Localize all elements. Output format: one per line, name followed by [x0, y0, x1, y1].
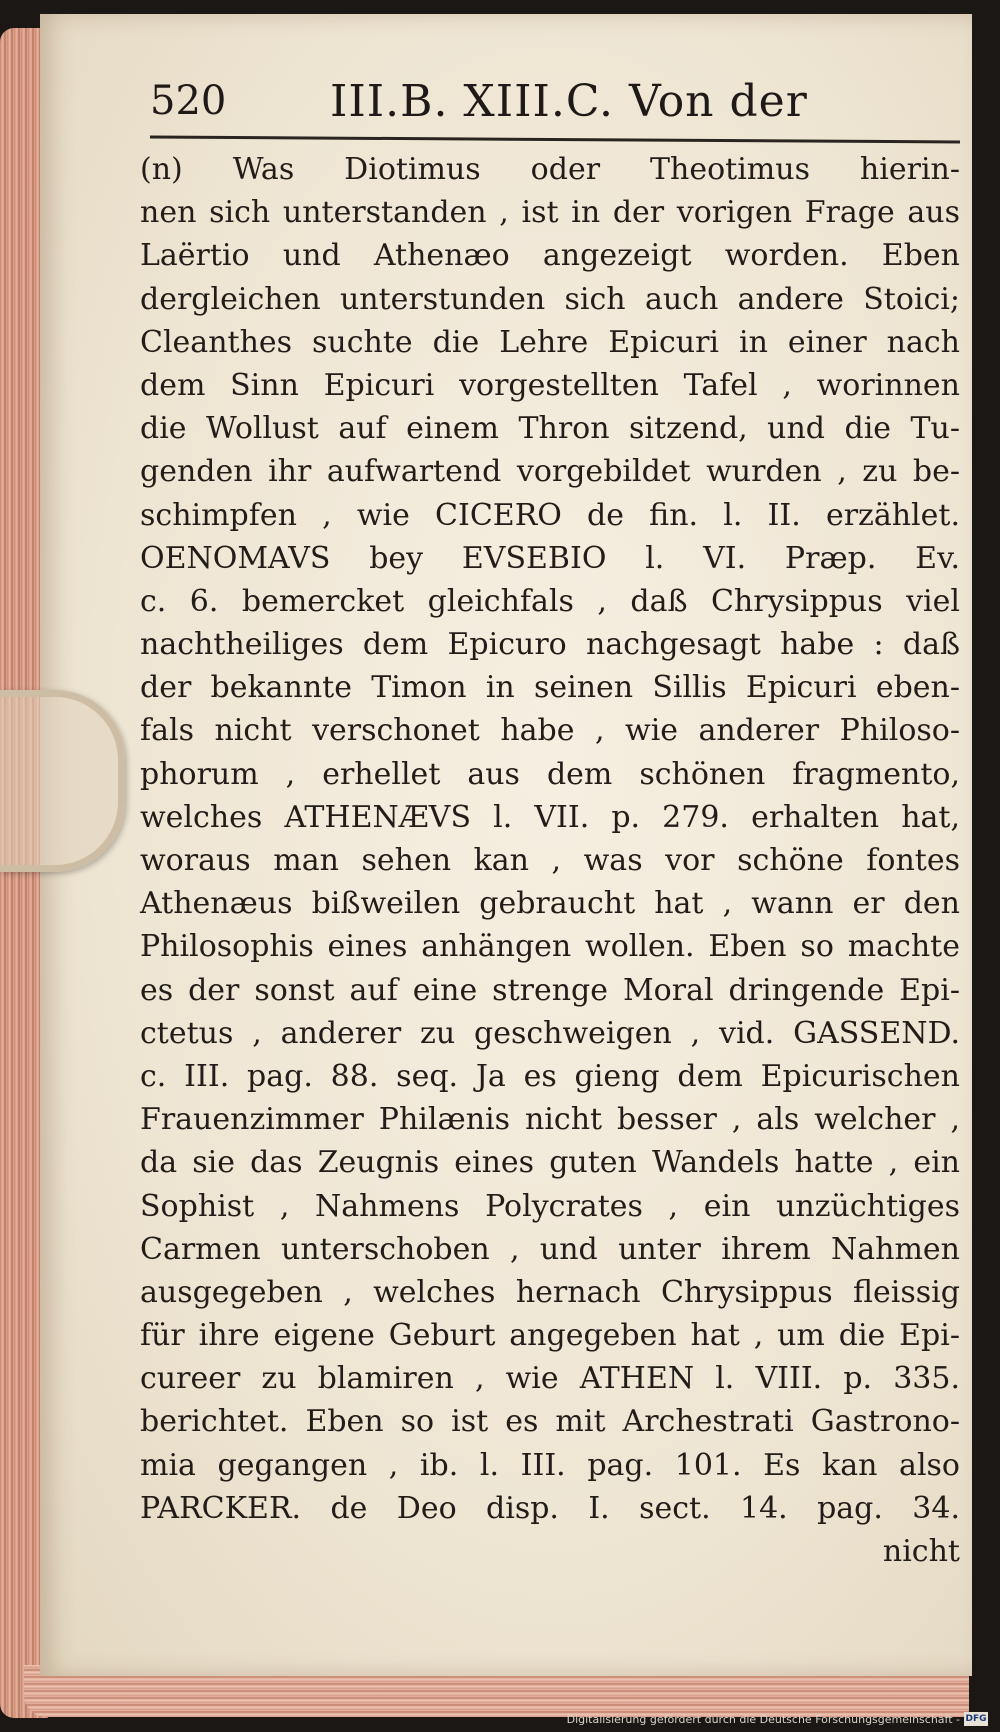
text-line: Athenæus bißweilen gebraucht hat , wann er den	[140, 886, 960, 922]
text-line: Sophist , Nahmens Polycrates , ein unzüchtiges	[140, 1188, 960, 1224]
text-line: es der sonst auf eine strenge Moral dringende Epi-	[140, 972, 960, 1008]
text-line: die Wollust auf einem Thron sitzend, und die Tu-	[140, 411, 960, 447]
text-line: Frauenzimmer Philænis nicht besser , als welcher ,	[140, 1102, 960, 1138]
text-line: c. III. pag. 88. seq. Ja es gieng dem Epicurischen	[140, 1058, 960, 1094]
text-line: OENOMAVS bey EVSEBIO l. VI. Præp. Ev.	[140, 540, 960, 576]
text-line: berichtet. Eben so ist es mit Archestrati Gastrono-	[140, 1404, 960, 1440]
text-line: Philosophis eines anhängen wollen. Eben so machte	[140, 929, 960, 965]
running-head: III.B. XIII.C. Von der	[330, 76, 808, 127]
text-line: mia gegangen , ib. l. III. pag. 101. Es kan also	[140, 1447, 960, 1483]
bookmark-ribbon	[0, 690, 125, 872]
text-line: Laërtio und Athenæo angezeigt worden. Eben	[140, 238, 960, 274]
text-line: fals nicht verschonet habe , wie anderer Philoso-	[140, 713, 960, 749]
page-header	[150, 70, 940, 130]
text-line: für ihre eigene Geburt angegeben hat , um die Epi-	[140, 1318, 960, 1354]
credit-text: Digitalisierung gefördert durch die Deutsche Forschungsgemeinschaft -	[566, 1712, 960, 1726]
text-line: woraus man sehen kan , was vor schöne fontes	[140, 843, 960, 878]
page-number: 520	[150, 78, 227, 124]
text-line: ctetus , anderer zu geschweigen , vid. GASSEND.	[140, 1015, 960, 1051]
catchword: nicht	[882, 1534, 960, 1569]
digitization-credit	[567, 1712, 988, 1726]
text-line: nen sich unterstanden , ist in der vorigen Frage aus	[140, 195, 960, 231]
text-line: da sie das Zeugnis eines guten Wandels hatte , ein	[140, 1145, 960, 1181]
text-line: schimpfen , wie CICERO de fin. l. II. erzählet.	[140, 497, 960, 533]
text-line: nachtheiliges dem Epicuro nachgesagt habe : daß	[140, 627, 960, 663]
text-line: Carmen unterschoben , und unter ihrem Nahmen	[140, 1231, 960, 1267]
text-line: (n) Was Diotimus oder Theotimus hierin-	[140, 152, 960, 187]
text-line: dem Sinn Epicuri vorgestellten Tafel , worinnen	[140, 367, 960, 403]
text-line: dergleichen unterstunden sich auch andere Stoici;	[140, 281, 960, 317]
text-line: phorum , erhellet aus dem schönen fragmento,	[140, 756, 960, 792]
text-line: c. 6. bemercket gleichfals , daß Chrysippus viel	[140, 583, 960, 619]
text-line: Cleanthes suchte die Lehre Epicuri in einer nach	[140, 324, 960, 360]
text-line: genden ihr aufwartend vorgebildet wurden , zu be-	[140, 454, 960, 490]
text-line: der bekannte Timon in seinen Sillis Epicuri eben-	[140, 670, 960, 706]
text-line: welches ATHENÆVS l. VII. p. 279. erhalten hat,	[140, 799, 960, 835]
text-line: ausgegeben , welches hernach Chrysippus fleissig	[140, 1274, 960, 1310]
footnote-text	[140, 148, 960, 1573]
dfg-logo-icon: DFG	[965, 1714, 987, 1724]
text-line: PARCKER. de Deo disp. I. sect. 14. pag. 34.	[140, 1490, 960, 1526]
text-line: cureer zu blamiren , wie ATHEN l. VIII. p. 335.	[140, 1361, 960, 1397]
